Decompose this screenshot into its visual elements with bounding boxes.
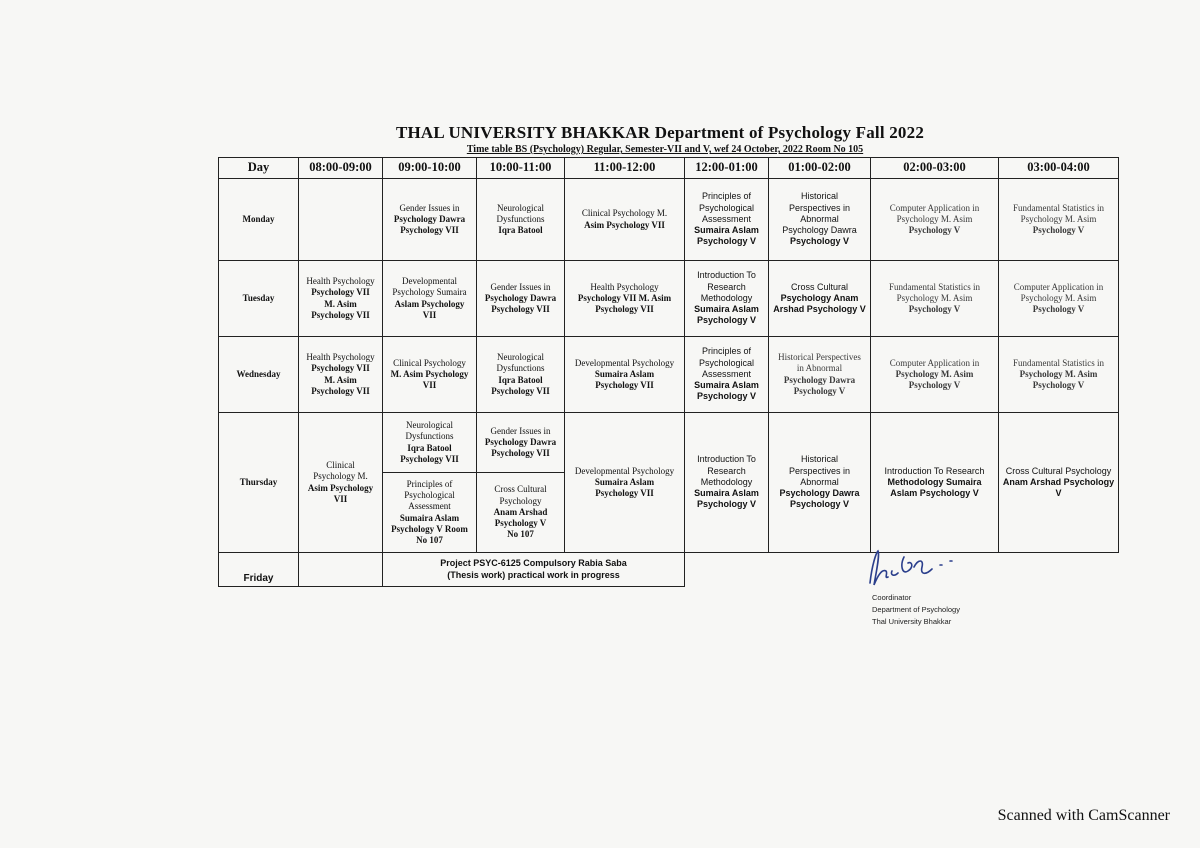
cell-line: Psychology VII [311,363,370,374]
coordinator-line: Department of Psychology [872,605,960,614]
day-cell: Thursday [219,413,299,553]
cell-line: Psychology V [789,499,850,510]
cell-line: VII [333,493,348,504]
project-cell [383,553,685,587]
cell-line: Psychology V Room [391,523,468,534]
cell-line: Health Psychology [306,276,375,286]
cell-line: Psychology V [1032,304,1085,315]
col-header-1200: 12:00-01:00 [685,158,769,179]
coordinator-line: Coordinator [872,593,912,602]
cell-line: Cross Cultural [790,281,848,292]
cell-line: in Abnormal [796,363,843,374]
slot-cell [299,553,383,587]
slot-cell [383,179,477,261]
cell-line: Fundamental Statistics in [1013,357,1104,368]
cell-line: Psychology VII [311,287,370,298]
slot-cell [383,261,477,337]
slot-cell [685,179,769,261]
row-monday [219,179,1119,261]
cell-line: Health Psychology [306,352,375,362]
slot-cell [999,337,1119,413]
cell-line: Methodology [700,292,753,303]
cell-line: Psychology Dawra [782,225,857,236]
coordinator-block [872,592,960,628]
timetable [218,157,1119,587]
cell-line: Assessment [701,213,752,224]
cell-line: Gender Issues in [399,202,460,213]
slot-cell [565,413,685,553]
slot-cell [299,261,383,337]
cell-line: Historical [800,191,838,202]
slot-cell [999,179,1119,261]
slot-cell [477,261,565,337]
cell-line: (Thesis work) practical work in progress [447,569,620,580]
cell-line: Sumaira Aslam [594,368,655,379]
cell-line: Perspectives in [788,465,851,476]
row-thursday-a [219,413,1119,473]
cell-line: M. Asim Psychology [390,368,469,379]
col-header-0900: 09:00-10:00 [383,158,477,179]
cell-line: Clinical Psychology [393,357,466,368]
cell-line: Assessment [408,501,451,512]
slot-cell [477,337,565,413]
slot-cell [565,179,685,261]
cell-line: Psychology VII [400,453,459,464]
empty-cell [999,553,1119,587]
cell-line: Psychology M. Asim [896,213,973,224]
slot-cell [299,179,383,261]
cell-line: Neurological [497,202,544,213]
slot-cell [871,179,999,261]
col-header-day: Day [219,158,299,179]
day-cell: Friday [219,553,299,587]
cell-line: Principles of [406,478,453,489]
slot-cell [685,261,769,337]
cell-line: Iqra Batool [498,374,543,385]
cell-line: Introduction To [697,454,756,465]
slot-cell [999,413,1119,553]
slot-cell [477,413,565,473]
cell-line: Clinical Psychology M. [581,208,668,219]
cell-line: Psychology VII [595,380,654,391]
cell-line: Sumaira Aslam [399,512,460,523]
cell-line: Psychology V [696,499,757,510]
cell-line: Psychology Sumaira [392,287,467,298]
cell-line: Computer Application in [889,202,980,213]
cell-line: Cross Cultural [494,484,547,495]
cell-line: Abnormal [800,213,839,224]
cell-line: No 107 [507,529,534,540]
cell-line: Psychology V [1032,380,1085,391]
cell-line: Psychology VII [311,385,370,396]
cell-line: Introduction To [697,270,756,281]
cell-line: No 107 [416,535,443,545]
cell-line: Gender Issues in [490,425,551,436]
cell-line: Sumaira Aslam [694,304,759,315]
cell-line: Principles of [701,346,752,357]
cell-line: Psychology VII [595,304,654,315]
slot-cell [299,413,383,553]
col-header-0200: 02:00-03:00 [871,158,999,179]
cell-line: Fundamental Statistics in [889,281,980,292]
slot-cell [383,473,477,553]
cell-line: Methodology Sumaira [887,476,982,487]
cell-line: Aslam Psychology V [890,488,979,499]
cell-line: Iqra Batool [498,225,543,236]
cell-line: VII [422,380,437,391]
cell-line: Psychology [499,495,542,506]
cell-line: Sumaira Aslam [694,488,759,499]
cell-line: Psychology V [789,236,850,247]
slot-cell [769,413,871,553]
cell-line: Psychology VII [491,385,550,396]
cell-line: Psychological [404,490,455,500]
cell-line: Neurological [497,352,544,362]
cell-line: Psychology VII [491,304,550,315]
cell-line: Arshad Psychology V [773,304,866,315]
col-header-1000: 10:00-11:00 [477,158,565,179]
cell-line: Psychology VII [311,309,370,320]
slot-cell [999,261,1119,337]
cell-line: Psychology V [696,391,757,402]
cell-line: Fundamental Statistics in [1013,202,1104,213]
empty-cell [685,553,769,587]
cell-line: Psychology Dawra [779,488,860,499]
scanned-watermark: Scanned with CamScanner [997,807,1170,824]
cell-line: Perspectives in [788,202,851,213]
cell-line: Aslam Psychology [394,298,465,309]
cell-line: Project PSYC-6125 Compulsory Rabia Saba [440,558,627,569]
cell-line: Psychology VII [595,488,654,499]
cell-line: Psychology V [908,225,961,236]
cell-line: Psychology V [494,518,547,529]
cell-line: Psychology V [908,380,961,391]
cell-line: Clinical [326,460,355,470]
cell-line: Psychology VII M. Asim [577,292,672,303]
cell-line: Psychology Dawra [783,374,856,385]
cell-line: Psychology M. [313,471,368,482]
cell-line: M. Asim [324,374,357,385]
cell-line: M. Asim [324,298,357,309]
slot-cell [685,413,769,553]
col-header-0800: 08:00-09:00 [299,158,383,179]
cell-line: Psychology M. Asim [1019,368,1098,379]
day-cell: Monday [219,179,299,261]
page-subtitle: Time table BS (Psychology) Regular, Semester-VII and V, wef 24 October, 2022 Room No 105 [466,144,864,155]
cell-line: Sumaira Aslam [594,476,655,487]
cell-line: Sumaira Aslam [694,225,759,236]
cell-line: Historical [800,454,838,465]
cell-line: Psychology M. Asim [1020,213,1097,224]
cell-line: Anam Arshad [493,506,548,517]
col-header-1100: 11:00-12:00 [565,158,685,179]
cell-line: Computer Application in [889,357,980,368]
cell-line: Asim Psychology [307,482,374,493]
cell-line: Dysfunctions [496,213,545,224]
cell-line: Psychological [698,202,755,213]
cell-line: Computer Application in [1013,281,1104,292]
cell-line: Psychology Dawra [484,436,557,447]
cell-line: Dysfunctions [496,363,545,374]
header-row [219,158,1119,179]
slot-cell [871,337,999,413]
slot-cell [871,413,999,553]
cell-line: Neurological [406,420,453,430]
slot-cell [299,337,383,413]
slot-cell [565,337,685,413]
coordinator-line: Thal University Bhakkar [872,617,952,626]
cell-line: Psychology VII [400,225,459,236]
cell-line: Asim Psychology VII [584,219,665,230]
cell-line: Dysfunctions [405,431,454,442]
cell-line: Cross Cultural Psychology [1005,465,1112,476]
col-header-0100: 01:00-02:00 [769,158,871,179]
cell-line: Iqra Batool [407,442,452,453]
cell-line: Psychology V [908,304,961,315]
cell-line: Health Psychology [590,281,659,292]
cell-line: Psychology V [696,236,757,247]
slot-cell [383,337,477,413]
cell-line: Psychology VII [491,448,550,459]
cell-line: VII [422,309,437,320]
cell-line: Psychology V [696,315,757,326]
cell-line: Abnormal [800,476,839,487]
cell-line: Psychology M. Asim [895,368,974,379]
cell-line: Psychology Dawra [393,213,466,224]
cell-line: Methodology [700,476,753,487]
page-title: THAL UNIVERSITY BHAKKAR Department of Psychology Fall 2022 [395,123,925,142]
cell-line: Sumaira Aslam [694,380,759,391]
signature-image [862,545,1012,593]
day-cell: Wednesday [219,337,299,413]
cell-line: Developmental Psychology [574,357,675,368]
cell-line: Assessment [701,368,752,379]
cell-line: Principles of [701,191,752,202]
slot-cell [871,261,999,337]
row-wednesday [219,337,1119,413]
cell-line: V [1055,488,1062,499]
cell-line: Introduction To Research [884,465,985,476]
slot-cell [685,337,769,413]
col-header-0300: 03:00-04:00 [999,158,1119,179]
cell-line: Psychology Dawra [484,292,557,303]
cell-line: Psychology M. Asim [896,292,973,303]
slot-cell [383,413,477,473]
slot-cell [769,179,871,261]
cell-line: Psychology Anam [780,292,859,303]
cell-line: Research [707,465,746,476]
day-cell: Tuesday [219,261,299,337]
slot-cell [565,261,685,337]
cell-line: Gender Issues in [490,281,551,292]
row-tuesday [219,261,1119,337]
slot-cell [769,261,871,337]
cell-line: Psychology M. Asim [1020,292,1097,303]
cell-line: Anam Arshad Psychology [1002,476,1115,487]
empty-cell [769,553,871,587]
cell-line: Psychology V [1032,225,1085,236]
cell-line: Developmental Psychology [574,465,675,476]
cell-line: Psychology V [793,385,846,396]
cell-line: Developmental [402,276,457,286]
slot-cell [477,179,565,261]
cell-line: Psychological [698,357,755,368]
cell-line: Research [707,281,746,292]
slot-cell [477,473,565,553]
slot-cell [769,337,871,413]
cell-line: Historical Perspectives [778,352,861,362]
